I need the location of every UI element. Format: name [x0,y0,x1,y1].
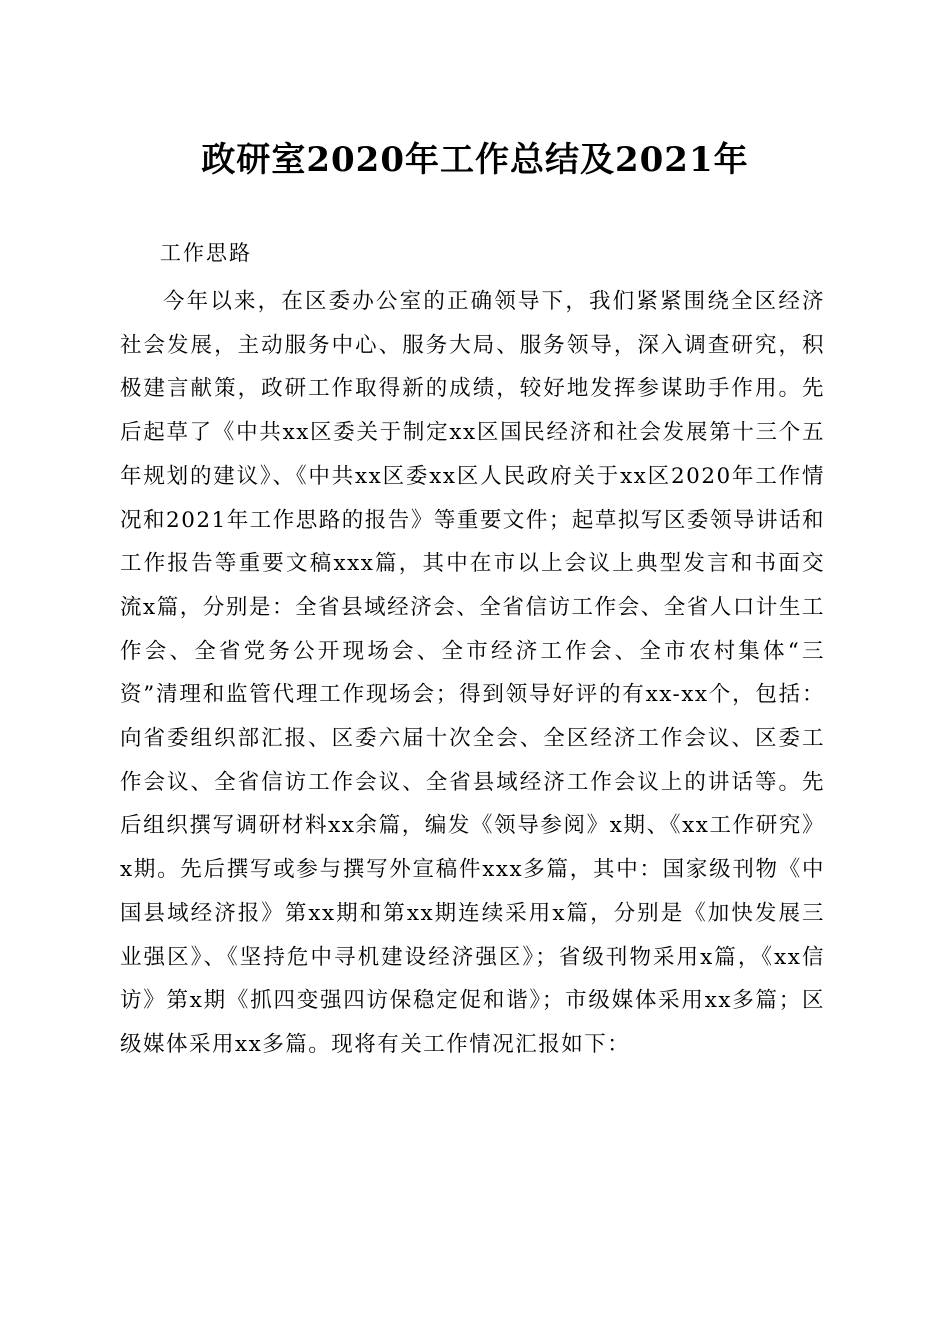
document-title: 政研室2020年工作总结及2021年 [201,140,749,180]
body-paragraph: 今年以来，在区委办公室的正确领导下，我们紧紧围绕全区经济社会发展，主动服务中心、服务大局、服务领导，深入调查研究，积极建言献策，政研工作取得新的成绩，较好地发挥参谋助手作用。先后起草了《中共xx区委关于制定xx区国民经济和社会发展第十三个五年规划的建议》、《中共xx区委xx区人民政府关于xx区2020年工作情况和2021年工作思路的报告》等重要文件；起草拟写区委领导讲话和工作报告等重要文稿xxx篇，其中在市以上会议上典型发言和书面交流x篇，分别是：全省县域经济会、全省信访工作会、全省人口计生工作会、全省党务公开现场会、全市经济工作会、全市农村集体“三资”清理和监管代理工作现场会；得到领导好评的有xx-xx个，包括：向省委组织部汇报、区委六届十次全会、全区经济工作会议、区委工作会议、全省信访工作会议、全省县域经济工作会议上的讲话等。先后组织撰写调研材料xx余篇，编发《领导参阅》x期、《xx工作研究》x期。先后撰写或参与撰写外宣稿件xxx多篇，其中：国家级刊物《中国县域经济报》第xx期和第xx期连续采用x篇，分别是《加快发展三业强区》、《坚持危中寻机建设经济强区》；省级刊物采用x篇，《xx信访》第x期《抓四变强四访保稳定促和谐》；市级媒体采用xx多篇；区级媒体采用xx多篇。现将有关工作情况汇报如下： [120,289,825,1057]
document-subtitle: 工作思路 [160,241,252,265]
